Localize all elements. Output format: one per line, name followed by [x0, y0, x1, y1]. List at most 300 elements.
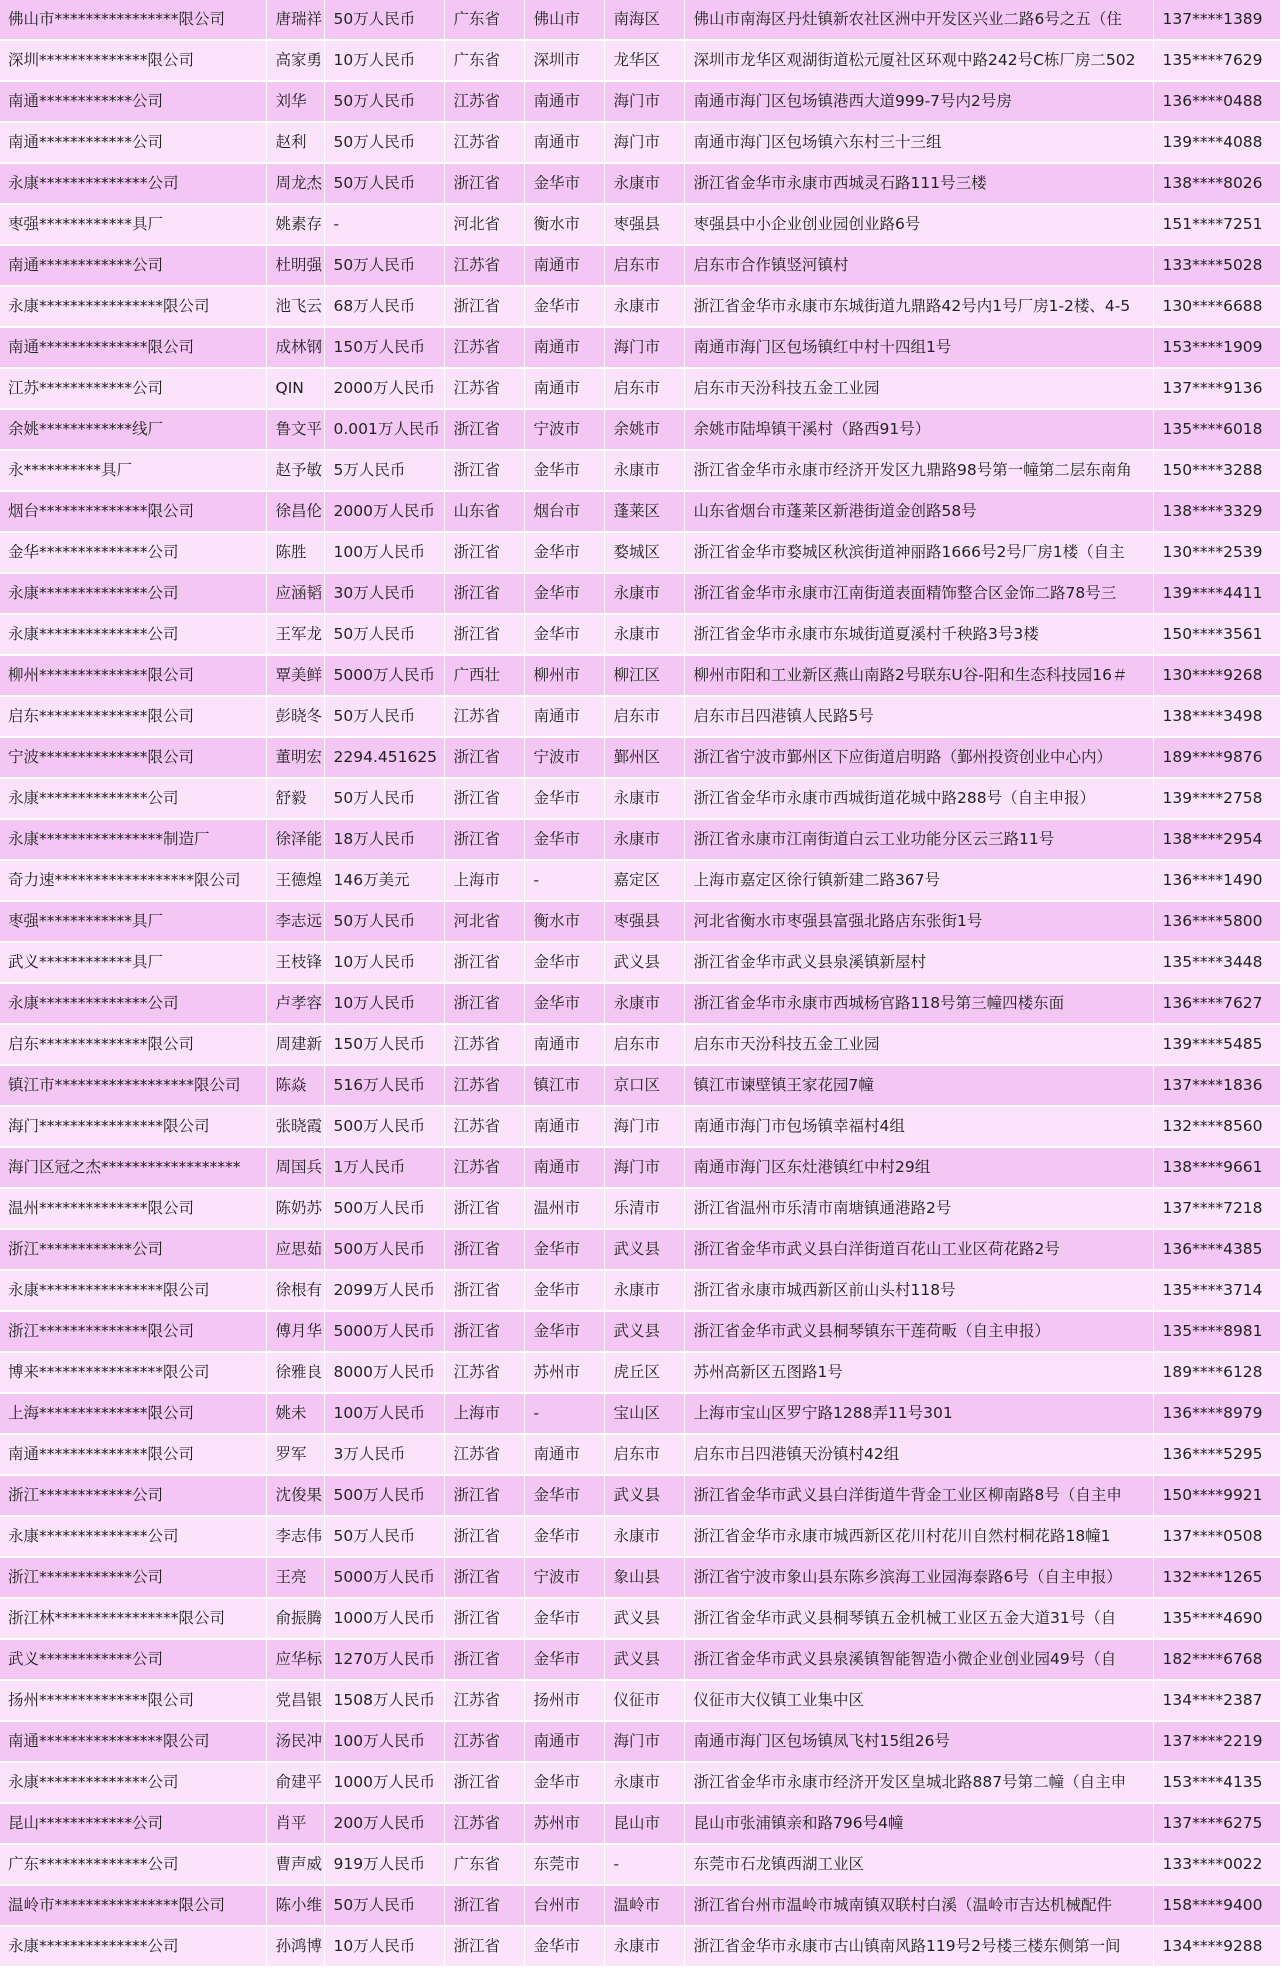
registered-capital-cell: 919万人民币	[324, 1844, 444, 1885]
company-name-cell: 余姚************线厂	[0, 409, 266, 450]
city-cell: 苏州市	[524, 1352, 604, 1393]
address-cell: 浙江省温州市乐清市南塘镇通港路2号	[684, 1188, 1153, 1229]
table-row	[0, 1270, 1280, 1311]
district-cell: 嘉定区	[604, 860, 684, 901]
district-cell: 永康市	[604, 1762, 684, 1803]
registered-capital-cell: 50万人民币	[324, 901, 444, 942]
province-cell: 江苏省	[444, 1106, 524, 1147]
province-cell: 浙江省	[444, 573, 524, 614]
address-cell: 浙江省金华市武义县泉溪镇智能智造小微企业创业园49号（自	[684, 1639, 1153, 1680]
city-cell: 南通市	[524, 122, 604, 163]
contact-name-cell: 徐雅良	[266, 1352, 324, 1393]
company-name-cell: 上海**************限公司	[0, 1393, 266, 1434]
province-cell: 江苏省	[444, 245, 524, 286]
company-name-cell: 浙江**************限公司	[0, 1311, 266, 1352]
city-cell: 宁波市	[524, 1557, 604, 1598]
registered-capital-cell: -	[324, 204, 444, 245]
city-cell: 南通市	[524, 368, 604, 409]
contact-name-cell: 沈俊果	[266, 1475, 324, 1516]
city-cell: 柳州市	[524, 655, 604, 696]
registered-capital-cell: 50万人民币	[324, 1516, 444, 1557]
table-row	[0, 1024, 1280, 1065]
address-cell: 余姚市陆埠镇干溪村（路西91号）	[684, 409, 1153, 450]
city-cell: 深圳市	[524, 40, 604, 81]
address-cell: 启东市天汾科技五金工业园	[684, 368, 1153, 409]
district-cell: 海门市	[604, 81, 684, 122]
district-cell: 仪征市	[604, 1680, 684, 1721]
city-cell: -	[524, 1393, 604, 1434]
district-cell: 武义县	[604, 1311, 684, 1352]
table-row	[0, 1311, 1280, 1352]
address-cell: 浙江省金华市武义县桐琴镇五金机械工业区五金大道31号（自	[684, 1598, 1153, 1639]
table-row	[0, 1639, 1280, 1680]
address-cell: 上海市嘉定区徐行镇新建二路367号	[684, 860, 1153, 901]
district-cell: 永康市	[604, 778, 684, 819]
registered-capital-cell: 500万人民币	[324, 1188, 444, 1229]
registered-capital-cell: 10万人民币	[324, 40, 444, 81]
table-row	[0, 491, 1280, 532]
city-cell: 宁波市	[524, 409, 604, 450]
company-name-cell: 枣强************具厂	[0, 204, 266, 245]
phone-cell: 137****2219	[1153, 1721, 1280, 1762]
table-row	[0, 1352, 1280, 1393]
district-cell: 永康市	[604, 163, 684, 204]
district-cell: 启东市	[604, 1024, 684, 1065]
district-cell: 虎丘区	[604, 1352, 684, 1393]
phone-cell: 151****7251	[1153, 204, 1280, 245]
company-name-cell: 枣强************具厂	[0, 901, 266, 942]
city-cell: 南通市	[524, 81, 604, 122]
district-cell: 武义县	[604, 1598, 684, 1639]
table-row	[0, 1680, 1280, 1721]
table-row	[0, 942, 1280, 983]
city-cell: 金华市	[524, 819, 604, 860]
company-name-cell: 海门****************限公司	[0, 1106, 266, 1147]
province-cell: 江苏省	[444, 1680, 524, 1721]
contact-name-cell: 傅月华	[266, 1311, 324, 1352]
address-cell: 浙江省金华市永康市经济开发区皇城北路887号第二幢（自主申	[684, 1762, 1153, 1803]
city-cell: 温州市	[524, 1188, 604, 1229]
registered-capital-cell: 150万人民币	[324, 327, 444, 368]
address-cell: 浙江省金华市永康市东城街道夏溪村千秧路3号3楼	[684, 614, 1153, 655]
registered-capital-cell: 150万人民币	[324, 1024, 444, 1065]
phone-cell: 150****9921	[1153, 1475, 1280, 1516]
city-cell: 金华市	[524, 450, 604, 491]
company-name-cell: 永康**************公司	[0, 163, 266, 204]
phone-cell: 130****9268	[1153, 655, 1280, 696]
contact-name-cell: 舒毅	[266, 778, 324, 819]
phone-cell: 137****0508	[1153, 1516, 1280, 1557]
registered-capital-cell: 516万人民币	[324, 1065, 444, 1106]
company-name-cell: 扬州**************限公司	[0, 1680, 266, 1721]
district-cell: 永康市	[604, 614, 684, 655]
address-cell: 浙江省永康市城西新区前山头村118号	[684, 1270, 1153, 1311]
province-cell: 浙江省	[444, 1639, 524, 1680]
city-cell: 金华市	[524, 1229, 604, 1270]
contact-name-cell: 唐瑞祥	[266, 0, 324, 40]
contact-name-cell: 孙鸿博	[266, 1926, 324, 1967]
city-cell: 金华市	[524, 532, 604, 573]
address-cell: 浙江省金华市永康市西城街道花城中路288号（自主申报）	[684, 778, 1153, 819]
city-cell: 金华市	[524, 1516, 604, 1557]
registered-capital-cell: 50万人民币	[324, 245, 444, 286]
table-row	[0, 614, 1280, 655]
district-cell: 启东市	[604, 1434, 684, 1475]
address-cell: 启东市吕四港镇人民路5号	[684, 696, 1153, 737]
table-row	[0, 1475, 1280, 1516]
registered-capital-cell: 10万人民币	[324, 983, 444, 1024]
district-cell: 海门市	[604, 327, 684, 368]
district-cell: 海门市	[604, 1106, 684, 1147]
district-cell: 启东市	[604, 368, 684, 409]
contact-name-cell: 徐根有	[266, 1270, 324, 1311]
phone-cell: 136****5800	[1153, 901, 1280, 942]
city-cell: 衡水市	[524, 901, 604, 942]
address-cell: 上海市宝山区罗宁路1288弄11号301	[684, 1393, 1153, 1434]
table-row	[0, 40, 1280, 81]
table-row	[0, 286, 1280, 327]
province-cell: 江苏省	[444, 1434, 524, 1475]
province-cell: 广西壮	[444, 655, 524, 696]
company-name-cell: 镇江市******************限公司	[0, 1065, 266, 1106]
contact-name-cell: 董明宏	[266, 737, 324, 778]
district-cell: 永康市	[604, 1516, 684, 1557]
province-cell: 上海市	[444, 860, 524, 901]
registered-capital-cell: 5000万人民币	[324, 655, 444, 696]
table-row	[0, 1721, 1280, 1762]
contact-name-cell: 杜明强	[266, 245, 324, 286]
address-cell: 浙江省金华市武义县泉溪镇新屋村	[684, 942, 1153, 983]
province-cell: 浙江省	[444, 1229, 524, 1270]
company-name-cell: 博来****************限公司	[0, 1352, 266, 1393]
company-name-cell: 启东**************限公司	[0, 696, 266, 737]
district-cell: 枣强县	[604, 901, 684, 942]
province-cell: 江苏省	[444, 1721, 524, 1762]
address-cell: 深圳市龙华区观湖街道松元厦社区环观中路242号C栋厂房二502	[684, 40, 1153, 81]
city-cell: 金华市	[524, 573, 604, 614]
company-name-cell: 南通************公司	[0, 122, 266, 163]
province-cell: 江苏省	[444, 327, 524, 368]
province-cell: 浙江省	[444, 1311, 524, 1352]
registered-capital-cell: 500万人民币	[324, 1106, 444, 1147]
city-cell: 金华市	[524, 1639, 604, 1680]
contact-name-cell: 高家勇	[266, 40, 324, 81]
district-cell: 启东市	[604, 696, 684, 737]
province-cell: 江苏省	[444, 1024, 524, 1065]
province-cell: 浙江省	[444, 737, 524, 778]
address-cell: 浙江省金华市武义县白洋街道百花山工业区荷花路2号	[684, 1229, 1153, 1270]
city-cell: 南通市	[524, 1434, 604, 1475]
phone-cell: 139****4088	[1153, 122, 1280, 163]
table-row	[0, 1803, 1280, 1844]
table-row	[0, 819, 1280, 860]
company-name-cell: 永康****************限公司	[0, 1270, 266, 1311]
phone-cell: 138****3329	[1153, 491, 1280, 532]
registered-capital-cell: 50万人民币	[324, 0, 444, 40]
address-cell: 南通市海门区包场镇红中村十四组1号	[684, 327, 1153, 368]
table-row	[0, 1188, 1280, 1229]
city-cell: 金华市	[524, 614, 604, 655]
company-name-cell: 武义************公司	[0, 1639, 266, 1680]
company-name-cell: 江苏************公司	[0, 368, 266, 409]
district-cell: 永康市	[604, 286, 684, 327]
company-name-cell: 佛山市****************限公司	[0, 0, 266, 40]
contact-name-cell: 李志远	[266, 901, 324, 942]
address-cell: 启东市天汾科技五金工业园	[684, 1024, 1153, 1065]
city-cell: 金华市	[524, 1270, 604, 1311]
district-cell: 永康市	[604, 819, 684, 860]
city-cell: 金华市	[524, 1311, 604, 1352]
city-cell: 烟台市	[524, 491, 604, 532]
district-cell: 余姚市	[604, 409, 684, 450]
registered-capital-cell: 100万人民币	[324, 1393, 444, 1434]
company-name-cell: 永康****************制造厂	[0, 819, 266, 860]
contact-name-cell: 王亮	[266, 1557, 324, 1598]
province-cell: 广东省	[444, 1844, 524, 1885]
province-cell: 广东省	[444, 0, 524, 40]
province-cell: 江苏省	[444, 122, 524, 163]
district-cell: 宝山区	[604, 1393, 684, 1434]
contact-name-cell: 徐泽能	[266, 819, 324, 860]
phone-cell: 189****9876	[1153, 737, 1280, 778]
address-cell: 浙江省台州市温岭市城南镇双联村白溪（温岭市吉达机械配件	[684, 1885, 1153, 1926]
table-row	[0, 573, 1280, 614]
contact-name-cell: 徐昌伦	[266, 491, 324, 532]
city-cell: 南通市	[524, 696, 604, 737]
address-cell: 浙江省金华市永康市经济开发区九鼎路98号第一幢第二层东南角	[684, 450, 1153, 491]
contact-name-cell: 王德煌	[266, 860, 324, 901]
district-cell: 永康市	[604, 573, 684, 614]
city-cell: 金华市	[524, 942, 604, 983]
table-row	[0, 245, 1280, 286]
province-cell: 山东省	[444, 491, 524, 532]
table-row	[0, 1393, 1280, 1434]
company-name-cell: 永康****************限公司	[0, 286, 266, 327]
registered-capital-cell: 1000万人民币	[324, 1598, 444, 1639]
province-cell: 浙江省	[444, 778, 524, 819]
address-cell: 昆山市张浦镇亲和路796号4幢	[684, 1803, 1153, 1844]
phone-cell: 135****6018	[1153, 409, 1280, 450]
district-cell: 永康市	[604, 450, 684, 491]
table-row	[0, 163, 1280, 204]
district-cell: 武义县	[604, 1229, 684, 1270]
contact-name-cell: 周建新	[266, 1024, 324, 1065]
table-row	[0, 122, 1280, 163]
address-cell: 浙江省金华市永康市西城灵石路111号三楼	[684, 163, 1153, 204]
company-name-cell: 永康**************公司	[0, 983, 266, 1024]
company-name-cell: 烟台**************限公司	[0, 491, 266, 532]
phone-cell: 138****9661	[1153, 1147, 1280, 1188]
address-cell: 浙江省金华市永康市古山镇南风路119号2号楼三楼东侧第一间	[684, 1926, 1153, 1967]
registered-capital-cell: 50万人民币	[324, 81, 444, 122]
phone-cell: 150****3288	[1153, 450, 1280, 491]
contact-name-cell: 张晓霞	[266, 1106, 324, 1147]
phone-cell: 137****7218	[1153, 1188, 1280, 1229]
district-cell: 乐清市	[604, 1188, 684, 1229]
phone-cell: 136****8979	[1153, 1393, 1280, 1434]
city-cell: 金华市	[524, 1475, 604, 1516]
contact-name-cell: 陈焱	[266, 1065, 324, 1106]
province-cell: 浙江省	[444, 1516, 524, 1557]
district-cell: 南海区	[604, 0, 684, 40]
contact-name-cell: 曹声威	[266, 1844, 324, 1885]
city-cell: 镇江市	[524, 1065, 604, 1106]
district-cell: -	[604, 1844, 684, 1885]
contact-name-cell: 应涵韬	[266, 573, 324, 614]
phone-cell: 135****3448	[1153, 942, 1280, 983]
district-cell: 海门市	[604, 1721, 684, 1762]
contact-name-cell: 陈小维	[266, 1885, 324, 1926]
address-cell: 浙江省金华市武义县桐琴镇东干莲荷畈（自主申报）	[684, 1311, 1153, 1352]
contact-name-cell: 李志伟	[266, 1516, 324, 1557]
province-cell: 江苏省	[444, 1803, 524, 1844]
district-cell: 龙华区	[604, 40, 684, 81]
address-cell: 河北省衡水市枣强县富强北路店东张街1号	[684, 901, 1153, 942]
phone-cell: 189****6128	[1153, 1352, 1280, 1393]
registered-capital-cell: 50万人民币	[324, 163, 444, 204]
address-cell: 浙江省金华市永康市城西新区花川村花川自然村桐花路18幢1	[684, 1516, 1153, 1557]
company-name-cell: 广东**************公司	[0, 1844, 266, 1885]
province-cell: 江苏省	[444, 1147, 524, 1188]
contact-name-cell: 应思茹	[266, 1229, 324, 1270]
company-name-cell: 浙江************公司	[0, 1229, 266, 1270]
phone-cell: 182****6768	[1153, 1639, 1280, 1680]
city-cell: 衡水市	[524, 204, 604, 245]
province-cell: 河北省	[444, 901, 524, 942]
registered-capital-cell: 3万人民币	[324, 1434, 444, 1475]
table-row	[0, 409, 1280, 450]
registered-capital-cell: 500万人民币	[324, 1475, 444, 1516]
district-cell: 武义县	[604, 1475, 684, 1516]
phone-cell: 139****2758	[1153, 778, 1280, 819]
phone-cell: 130****2539	[1153, 532, 1280, 573]
province-cell: 浙江省	[444, 1188, 524, 1229]
registered-capital-cell: 500万人民币	[324, 1229, 444, 1270]
table-row	[0, 696, 1280, 737]
company-name-cell: 昆山************公司	[0, 1803, 266, 1844]
contact-name-cell: 俞建平	[266, 1762, 324, 1803]
registered-capital-cell: 1000万人民币	[324, 1762, 444, 1803]
company-name-cell: 启东**************限公司	[0, 1024, 266, 1065]
phone-cell: 137****9136	[1153, 368, 1280, 409]
province-cell: 浙江省	[444, 409, 524, 450]
province-cell: 浙江省	[444, 286, 524, 327]
phone-cell: 138****2954	[1153, 819, 1280, 860]
city-cell: 金华市	[524, 1762, 604, 1803]
table-row	[0, 1065, 1280, 1106]
table-row	[0, 204, 1280, 245]
registered-capital-cell: 50万人民币	[324, 778, 444, 819]
address-cell: 佛山市南海区丹灶镇新农社区洲中开发区兴业二路6号之五（住	[684, 0, 1153, 40]
province-cell: 浙江省	[444, 1557, 524, 1598]
address-cell: 仪征市大仪镇工业集中区	[684, 1680, 1153, 1721]
registered-capital-cell: 1万人民币	[324, 1147, 444, 1188]
table-row	[0, 1106, 1280, 1147]
table-row	[0, 1557, 1280, 1598]
company-name-cell: 深圳**************限公司	[0, 40, 266, 81]
district-cell: 象山县	[604, 1557, 684, 1598]
company-name-cell: 永康**************公司	[0, 1516, 266, 1557]
registered-capital-cell: 18万人民币	[324, 819, 444, 860]
table-row	[0, 901, 1280, 942]
contact-name-cell: 姚未	[266, 1393, 324, 1434]
registered-capital-cell: 50万人民币	[324, 122, 444, 163]
contact-name-cell: 池飞云	[266, 286, 324, 327]
table-row	[0, 368, 1280, 409]
city-cell: 南通市	[524, 327, 604, 368]
contact-name-cell: QIN	[266, 368, 324, 409]
city-cell: -	[524, 860, 604, 901]
address-cell: 南通市海门区包场镇六东村三十三组	[684, 122, 1153, 163]
registered-capital-cell: 146万美元	[324, 860, 444, 901]
district-cell: 昆山市	[604, 1803, 684, 1844]
phone-cell: 136****0488	[1153, 81, 1280, 122]
registered-capital-cell: 1270万人民币	[324, 1639, 444, 1680]
table-row	[0, 81, 1280, 122]
phone-cell: 150****3561	[1153, 614, 1280, 655]
table-row	[0, 737, 1280, 778]
contact-name-cell: 党昌银	[266, 1680, 324, 1721]
contact-name-cell: 陈胜	[266, 532, 324, 573]
contact-name-cell: 鲁文平	[266, 409, 324, 450]
city-cell: 南通市	[524, 245, 604, 286]
province-cell: 江苏省	[444, 368, 524, 409]
address-cell: 山东省烟台市蓬莱区新港街道金创路58号	[684, 491, 1153, 532]
registered-capital-cell: 2294.451625	[324, 737, 444, 778]
city-cell: 南通市	[524, 1024, 604, 1065]
district-cell: 婺城区	[604, 532, 684, 573]
city-cell: 扬州市	[524, 1680, 604, 1721]
company-name-cell: 永康**************公司	[0, 614, 266, 655]
table-row	[0, 1844, 1280, 1885]
address-cell: 浙江省金华市婺城区秋滨街道神丽路1666号2号厂房1楼（自主	[684, 532, 1153, 573]
contact-name-cell: 赵利	[266, 122, 324, 163]
address-cell: 苏州高新区五图路1号	[684, 1352, 1153, 1393]
phone-cell: 133****0022	[1153, 1844, 1280, 1885]
province-cell: 浙江省	[444, 983, 524, 1024]
city-cell: 金华市	[524, 163, 604, 204]
registered-capital-cell: 100万人民币	[324, 1721, 444, 1762]
province-cell: 江苏省	[444, 81, 524, 122]
city-cell: 金华市	[524, 1926, 604, 1967]
province-cell: 上海市	[444, 1393, 524, 1434]
address-cell: 浙江省金华市武义县白洋街道牛背金工业区柳南路8号（自主申	[684, 1475, 1153, 1516]
city-cell: 台州市	[524, 1885, 604, 1926]
contact-name-cell: 肖平	[266, 1803, 324, 1844]
company-name-cell: 永**********具厂	[0, 450, 266, 491]
phone-cell: 136****5295	[1153, 1434, 1280, 1475]
address-cell: 南通市海门区包场镇港西大道999-7号内2号房	[684, 81, 1153, 122]
phone-cell: 136****1490	[1153, 860, 1280, 901]
company-name-cell: 南通****************限公司	[0, 1721, 266, 1762]
phone-cell: 135****3714	[1153, 1270, 1280, 1311]
district-cell: 武义县	[604, 1639, 684, 1680]
district-cell: 京口区	[604, 1065, 684, 1106]
phone-cell: 136****4385	[1153, 1229, 1280, 1270]
district-cell: 永康市	[604, 1270, 684, 1311]
province-cell: 广东省	[444, 40, 524, 81]
phone-cell: 135****4690	[1153, 1598, 1280, 1639]
province-cell: 浙江省	[444, 1762, 524, 1803]
company-name-cell: 金华**************公司	[0, 532, 266, 573]
registered-capital-cell: 1508万人民币	[324, 1680, 444, 1721]
contact-name-cell: 覃美鲜	[266, 655, 324, 696]
table-row	[0, 1885, 1280, 1926]
company-name-cell: 浙江************公司	[0, 1557, 266, 1598]
contact-name-cell: 卢孝容	[266, 983, 324, 1024]
registered-capital-cell: 5万人民币	[324, 450, 444, 491]
address-cell: 浙江省金华市永康市江南街道表面精饰整合区金饰二路78号三	[684, 573, 1153, 614]
